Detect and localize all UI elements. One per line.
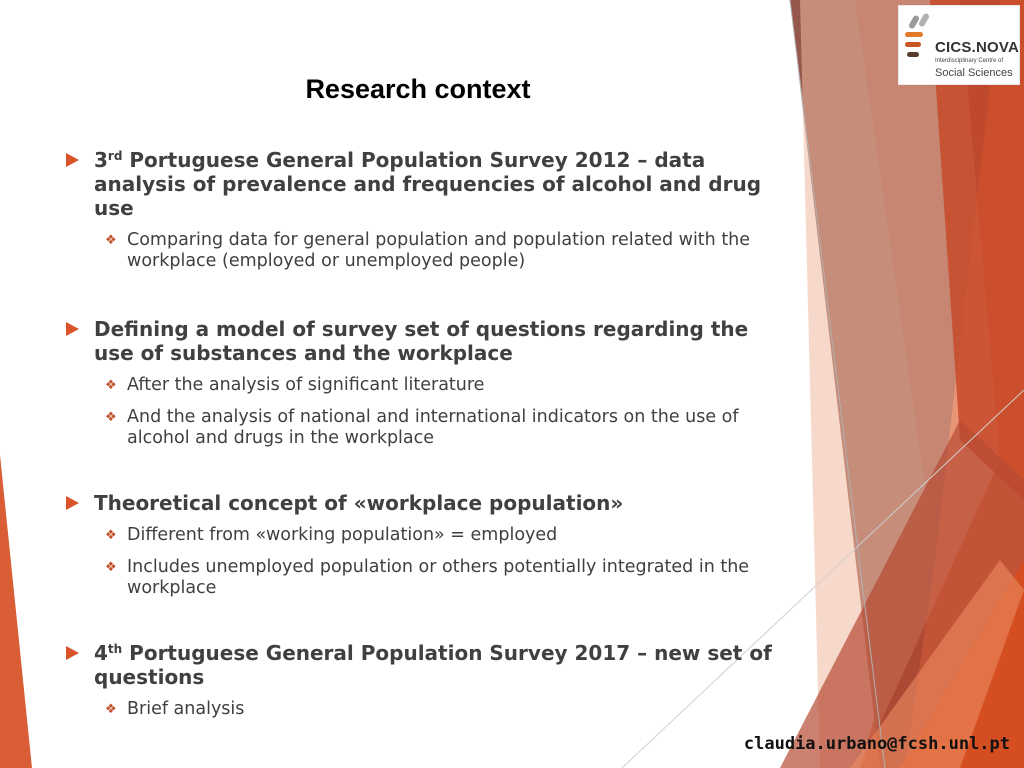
triangle-right-icon [66,496,79,510]
slide-content [66,148,786,720]
bullet-3 [66,491,786,515]
bullet-2-sub-1 [105,375,786,396]
bullet-3-sub-1-text: Different from «working population» = employed [127,525,558,545]
slide-title: Research context [305,74,531,104]
bullet-2 [66,317,786,365]
bullet-1-text: Portuguese General Population Survey 2012 – data analysis of prevalence and frequencies of alcohol and drug use [94,148,762,220]
bullet-2-sub-1-text: After the analysis of significant literature [127,375,485,395]
triangle-right-icon [66,153,79,167]
bullet-4-text: Portuguese General Population Survey 2017 – new set of questions [94,641,772,689]
bullet-4-sub-1-text: Brief analysis [127,699,245,719]
bullet-4-ordinal: th [107,642,123,656]
logo-name: CICS.NOVA [935,39,1020,56]
deco-left-triangle [0,455,32,768]
contact-email[interactable]: claudia.urbano@fcsh.unl.pt [743,734,1010,754]
triangle-right-icon [66,646,79,660]
logo-stripes-icon [905,12,933,58]
bullet-1-number: 3 [94,148,108,172]
bullet-1 [66,148,786,220]
bullet-3-sub-2-text: Includes unemployed population or others potentially integrated in the workplace [127,557,750,598]
bullet-3-sub-2 [105,557,786,599]
four-diamond-icon: ❖ [105,528,117,543]
triangle-right-icon [66,322,79,336]
bullet-4-sub-1 [105,699,786,720]
four-diamond-icon: ❖ [105,378,117,393]
four-diamond-icon: ❖ [105,702,117,717]
bullet-1-sub-1 [105,230,786,272]
bullet-2-text: Defining a model of survey set of questions regarding the use of substances and the workplace [94,317,749,365]
four-diamond-icon: ❖ [105,233,117,248]
bullet-2-sub-2-text: And the analysis of national and international indicators on the use of alcohol and drugs in the workplace [127,407,739,448]
four-diamond-icon: ❖ [105,410,117,425]
logo-subtitle: Interdisciplinary Centre of [935,58,1004,64]
four-diamond-icon: ❖ [105,560,117,575]
bullet-4 [66,641,786,689]
bullet-1-ordinal: rd [107,149,123,163]
bullet-3-sub-1 [105,525,786,546]
cics-nova-logo [898,5,1020,85]
logo-subtitle-2: Social Sciences [935,67,1013,79]
bullet-4-number: 4 [94,641,108,665]
bullet-1-sub-1-text: Comparing data for general population and population related with the workplace (employed or unemployed people) [127,230,751,271]
bullet-2-sub-2 [105,407,786,449]
bullet-3-text: Theoretical concept of «workplace population» [94,491,624,515]
